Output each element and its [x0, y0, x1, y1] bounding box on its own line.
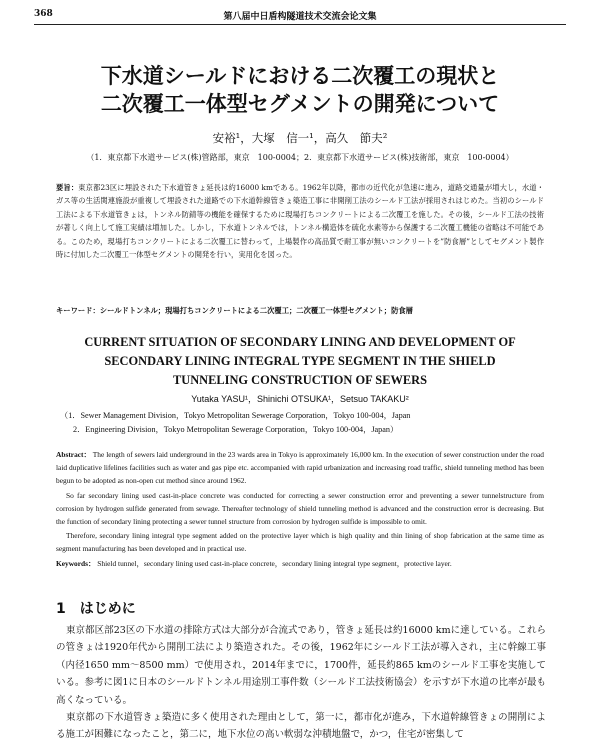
running-header: [34, 9, 566, 23]
english-abstract: [56, 448, 544, 557]
header-rule: [34, 24, 566, 25]
body-text: [56, 622, 546, 744]
english-keywords-label: Keywords：: [56, 559, 96, 568]
japanese-abstract-text: 東京都23区に埋設された下水道管きょ延長は約16000 kmである。1962年以降，都市の近代化が急速に進み，道路交通量が増大し，水道・ガス等の生活関連施設が重複して埋設された道路での下水道幹線管きょ築造工事に非開削工法のシールド工法が採用されはじめた。当初のシールド工法による下水道管きょは，トンネル防錆等の機能を確保するために現場打ちコンクリートによる二次覆工を施した。その後，シールド工法の技術が著しく向上して施工実績は増加した。しかし，下水道トンネルでは，トンネル構造体を硫化水素等から保護する二次覆工機能の省略は不可能である。このため，現場打ちコンクリートによる二次覆工に替わって，上場製作の高品質で耐工事が無いコンクリートを”防食層”としてセグメント製作時に付加した二次覆工一体型セグメントの開発を行い，実用化を図った。: [56, 183, 545, 260]
english-abstract-label: Abstract：: [56, 450, 92, 459]
english-abstract-paragraph: So far secondary lining used cast-in-place concrete was conducted for correcting a sewer construction error and preventing a sewer tunnelstructure from corrosion by hydrogen sulfide generated from sewage. Thereafter technology of shield tunneling method is advanced and the construction error is decreasing. But the function of secondary lining protecting a sewer tunnel structure from corrosion by hydrogen sulfide is impossible to omit.: [56, 490, 544, 527]
english-title: [40, 333, 560, 390]
english-keywords: [56, 558, 544, 569]
japanese-title-line: 下水道シールドにおける二次覆工の現状と: [100, 64, 500, 88]
english-authors: Yutaka YASU¹，Shinichi OTSUKA¹，Setsuo TAKAKU²: [191, 394, 409, 404]
english-affiliation: [60, 409, 560, 437]
section-title: はじめに: [79, 601, 136, 617]
section-heading: [56, 598, 136, 618]
english-affiliation-line: 2．Engineering Division，Tokyo Metropolitan Sewerage Corporation，Tokyo 100-004，Japan）: [73, 425, 399, 434]
japanese-keywords-text: シールドトンネル；現場打ちコンクリートによる二次覆工；二次覆工一体型セグメント；防食層: [99, 306, 413, 315]
conference-title: 第八届中日盾构隧道技术交流会论文集: [223, 12, 377, 22]
english-affiliation-line: （1．Sewer Management Division，Tokyo Metropolitan Sewerage Corporation，Tokyo 100-004，Japan: [60, 411, 411, 420]
japanese-keywords-label: キーワード：: [56, 306, 100, 315]
japanese-keywords: [56, 306, 544, 316]
japanese-abstract-label: 要旨：: [56, 183, 79, 192]
english-title-line: SECONDARY LINING INTEGRAL TYPE SEGMENT IN THE SHIELD: [104, 354, 496, 368]
english-abstract-paragraph: The length of sewers laid underground in the 23 wards area in Tokyo is approximately 16,000 km. In the execution of sewer construction under the road laid duplicative lifelines facilities such as water and gas pipe etc. accompanied with rapid urbanization and increasing road traffic, shield tunneling method has been begun to be adopted as non-open cut method since around 1962.: [56, 450, 544, 486]
body-paragraph: 東京都の下水道管きょ築造に多く使用された理由として，第一に，都市化が進み，下水道幹線管きょの開削による施工が困難になったこと，第二に，地下水位の高い軟弱な沖積地盤で，かつ，住宅が密集して: [56, 712, 546, 741]
english-title-line: TUNNELING CONSTRUCTION OF SEWERS: [173, 373, 427, 387]
japanese-authors: 安裕¹，大塚 信一¹，高久 節夫²: [212, 131, 388, 145]
english-title-line: CURRENT SITUATION OF SECONDARY LINING AND DEVELOPMENT OF: [84, 335, 516, 349]
page-number: 368: [34, 9, 53, 19]
section-number: 1: [56, 601, 66, 617]
japanese-abstract: [56, 181, 544, 261]
english-keywords-text: Shield tunnel，secondary lining used cast-in-place concrete，secondary lining integral type segment，protective layer.: [97, 559, 452, 568]
japanese-title: [40, 62, 560, 118]
japanese-title-line: 二次覆工一体型セグメントの開発について: [100, 92, 500, 116]
body-paragraph: 東京都区部23区の下水道の排除方式は大部分が合流式であり，管きょ延長は約16000 kmに達している。これらの管きょは1920年代から開削工法により築造された。その後，1962年にシールド工法が導入され，主に幹線工事（内径1650 mm～8500 mm）で使用され，2014年までに，1700件，延長約865 kmのシールド工事を実施している。参考に図1に日本のシールドトンネル用途別工事件数（シールド工法技術協会）を示すが下水道の比率が最も高くなっている。: [56, 625, 546, 706]
japanese-affiliation: （1．東京都下水道サービス(株)管路部，東京 100-0004；2．東京都下水道サービス(株)技術部，東京 100-0004）: [86, 153, 514, 162]
english-abstract-paragraph: Therefore, secondary lining integral type segment added on the protective layer which is high quality and thin lining of shop fabrication at the same time as segment manufacturing has been developed and in practical use.: [56, 531, 544, 554]
